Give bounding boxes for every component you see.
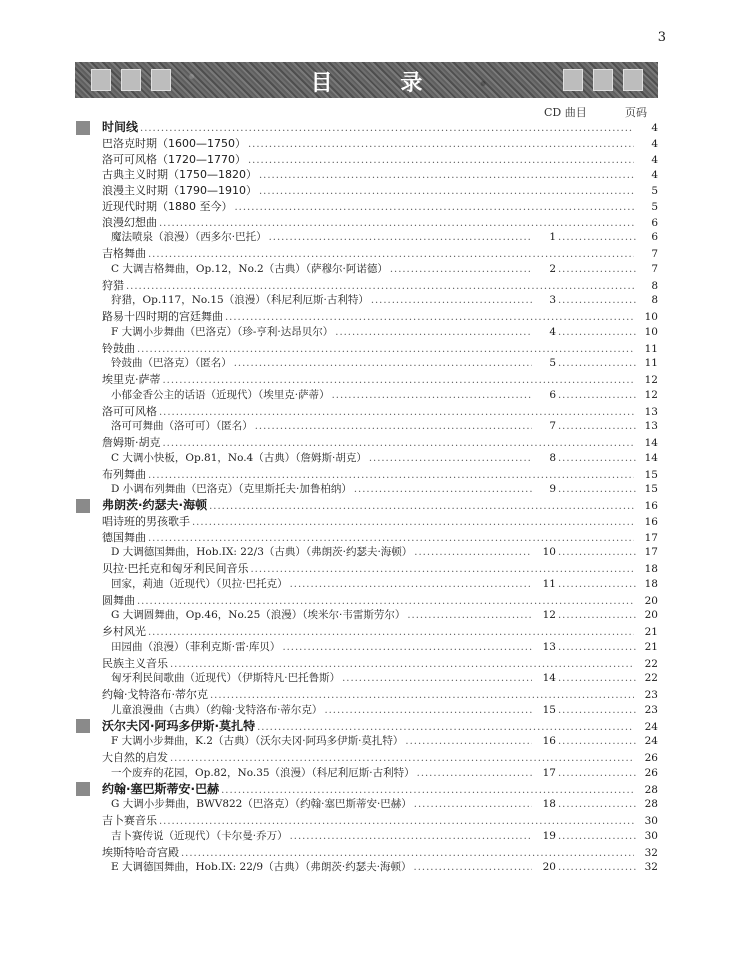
cd-track-number: 15 bbox=[542, 703, 556, 716]
page-ref: 21 bbox=[644, 640, 658, 653]
toc-entry-piece[interactable] bbox=[76, 545, 658, 561]
leader-dots bbox=[192, 515, 634, 531]
toc-entry-title: 一个废弃的花园，Op.82，No.35（浪漫）（科尼利厄斯·古利特） bbox=[111, 766, 415, 779]
leader-dots bbox=[417, 766, 532, 782]
leader-dots bbox=[209, 499, 634, 515]
toc-entry-title: 洛可可风格 bbox=[102, 404, 157, 418]
toc-entry-title: 弗朗茨·约瑟夫·海顿 bbox=[102, 498, 208, 512]
toc-entry-title: 田园曲（浪漫）（菲利克斯·雷·库贝） bbox=[111, 640, 281, 653]
cd-track-number: 18 bbox=[542, 798, 556, 811]
leader-dots bbox=[257, 720, 634, 736]
leader-dots bbox=[558, 766, 636, 782]
page-ref: 18 bbox=[644, 577, 658, 590]
toc-entry-title: F 大调小步舞曲（巴洛克）（珍-亨利·达昂贝尔） bbox=[111, 325, 334, 338]
leader-dots bbox=[558, 262, 636, 278]
toc-title-banner bbox=[75, 62, 658, 98]
toc-entry-sect[interactable] bbox=[76, 199, 658, 215]
cd-track-number: 11 bbox=[542, 577, 556, 590]
toc-entry-piece[interactable] bbox=[76, 797, 658, 813]
page-ref: 30 bbox=[644, 829, 658, 842]
toc-entry-piece[interactable] bbox=[76, 671, 658, 687]
part-marker-square bbox=[76, 499, 90, 513]
page-ref: 26 bbox=[644, 766, 658, 779]
page-ref: 6 bbox=[651, 231, 658, 244]
toc-entry-sect[interactable] bbox=[76, 278, 658, 294]
page-ref: 24 bbox=[644, 735, 658, 748]
toc-entry-title: 詹姆斯·胡克 bbox=[102, 436, 161, 449]
cd-track-number: 20 bbox=[542, 861, 556, 874]
cd-track-number: 13 bbox=[542, 640, 556, 653]
toc-entry-piece[interactable] bbox=[76, 325, 658, 341]
toc-entry-title: 狩猎，Op.117，No.15（浪漫）（科尼利厄斯·古利特） bbox=[111, 294, 369, 307]
toc-entry-title: 洛可可舞曲（洛可可）（匿名） bbox=[111, 420, 253, 433]
page-ref: 23 bbox=[644, 689, 658, 701]
page-ref: 16 bbox=[644, 500, 658, 512]
cd-track-number: 14 bbox=[542, 672, 556, 685]
leader-dots bbox=[414, 860, 532, 876]
toc-entry-title: F 大调小步舞曲，K.2（古典）（沃尔夫冈·阿玛多伊斯·莫扎特） bbox=[111, 735, 404, 748]
leader-dots bbox=[170, 657, 634, 673]
toc-entry-title: E 大调德国舞曲，Hob.IX: 22/9（古典）（弗朗茨·约瑟夫·海顿） bbox=[111, 861, 412, 874]
toc-entry-sect[interactable] bbox=[76, 813, 658, 829]
toc-entry-sect[interactable] bbox=[76, 246, 658, 262]
leader-dots bbox=[290, 829, 532, 845]
toc-entry-sect[interactable] bbox=[76, 687, 658, 703]
page-ref: 18 bbox=[644, 563, 658, 575]
leader-dots bbox=[248, 153, 634, 169]
cd-column-header: CD 曲目 bbox=[544, 106, 587, 119]
toc-entry-piece[interactable] bbox=[76, 388, 658, 404]
leader-dots bbox=[558, 608, 636, 624]
leader-dots bbox=[148, 468, 634, 484]
toc-entry-piece[interactable] bbox=[76, 829, 658, 845]
leader-dots bbox=[210, 688, 634, 704]
leader-dots bbox=[390, 262, 532, 278]
leader-dots bbox=[148, 531, 634, 547]
leader-dots bbox=[170, 751, 634, 767]
toc-entry-title: 时间线 bbox=[102, 120, 139, 134]
leader-dots bbox=[248, 137, 634, 153]
toc-entry-title: 吉卜赛传说（近现代）（卡尔曼·乔万） bbox=[111, 829, 288, 842]
leader-dots bbox=[558, 671, 636, 687]
leader-dots bbox=[251, 562, 635, 578]
page-ref: 20 bbox=[644, 594, 658, 607]
toc-entry-piece[interactable] bbox=[76, 766, 658, 782]
leader-dots bbox=[414, 545, 532, 561]
cd-track-number: 1 bbox=[549, 231, 556, 244]
page-column-header: 页码 bbox=[625, 106, 647, 119]
leader-dots bbox=[558, 419, 636, 435]
leader-dots bbox=[558, 545, 636, 561]
toc-entry-title: C 大调吉格舞曲，Op.12，No.2（古典）（萨穆尔·阿诺德） bbox=[111, 262, 388, 275]
toc-entry-piece[interactable] bbox=[76, 451, 658, 467]
toc-entry-piece[interactable] bbox=[76, 608, 658, 624]
page-ref: 12 bbox=[644, 374, 658, 386]
cd-track-number: 7 bbox=[549, 420, 556, 433]
part-marker-square bbox=[76, 719, 90, 733]
toc-entry-piece[interactable] bbox=[76, 577, 658, 593]
leader-dots bbox=[371, 293, 532, 309]
page-ref: 15 bbox=[644, 468, 658, 481]
toc-entry-sect[interactable] bbox=[76, 593, 658, 609]
page-ref: 4 bbox=[651, 153, 658, 166]
toc-entry-title: 浪漫幻想曲 bbox=[102, 215, 157, 229]
page-ref: 10 bbox=[644, 325, 658, 338]
toc-entry-title: 儿童浪漫曲（古典）（约翰·戈特洛布·蒂尔克） bbox=[111, 703, 323, 716]
leader-dots bbox=[558, 640, 636, 656]
toc-entry-title: 古典主义时期（1750—1820） bbox=[102, 168, 257, 182]
cd-track-number: 9 bbox=[549, 483, 556, 496]
toc-entry-title: 狩猎 bbox=[102, 278, 124, 292]
page-ref: 28 bbox=[644, 783, 658, 796]
toc-entry-part[interactable] bbox=[76, 782, 658, 798]
leader-dots bbox=[137, 342, 634, 358]
page-ref: 12 bbox=[644, 388, 658, 401]
page-ref: 20 bbox=[644, 609, 658, 622]
page-ref: 26 bbox=[644, 752, 658, 764]
page-number: 3 bbox=[657, 30, 666, 45]
page-ref: 6 bbox=[651, 216, 658, 229]
leader-dots bbox=[405, 734, 532, 750]
page-ref: 5 bbox=[651, 200, 658, 213]
leader-dots bbox=[558, 860, 636, 876]
cd-track-number: 17 bbox=[542, 766, 556, 779]
page-ref: 8 bbox=[651, 294, 658, 307]
toc-entry-title: C 大调小快板，Op.81，No.4（古典）（詹姆斯·胡克） bbox=[111, 451, 367, 464]
toc-entry-title: G 大调圆舞曲，Op.46，No.25（浪漫）（埃米尔·韦雷斯劳尔） bbox=[111, 609, 406, 622]
page-ref: 17 bbox=[644, 531, 658, 544]
part-marker-square bbox=[76, 121, 90, 135]
leader-dots bbox=[290, 577, 532, 593]
leader-dots bbox=[558, 829, 636, 845]
toc-entry-title: 回家，莉迪（近现代）（贝拉·巴托克） bbox=[111, 577, 288, 590]
toc-entry-title: 圆舞曲 bbox=[102, 593, 135, 607]
toc-entry-part[interactable] bbox=[76, 719, 658, 735]
toc-entry-title: 埃斯特哈奇宫殿 bbox=[102, 845, 179, 859]
toc-entry-title: 贝拉·巴托克和匈牙利民间音乐 bbox=[102, 562, 249, 575]
toc-entry-title: 铃鼓曲（巴洛克）（匿名） bbox=[111, 357, 232, 370]
leader-dots bbox=[558, 482, 636, 498]
toc-entry-title: 埃里克·萨蒂 bbox=[102, 373, 161, 386]
page-ref: 11 bbox=[644, 342, 658, 355]
leader-dots bbox=[126, 279, 634, 295]
toc-entry-title: 路易十四时期的宫廷舞曲 bbox=[102, 310, 223, 323]
page-ref: 28 bbox=[644, 798, 658, 811]
leader-dots bbox=[324, 703, 532, 719]
leader-dots bbox=[332, 388, 532, 404]
leader-dots bbox=[558, 325, 636, 341]
cd-track-number: 19 bbox=[542, 829, 556, 842]
page-ref: 32 bbox=[644, 846, 658, 859]
leader-dots bbox=[558, 577, 636, 593]
toc-entry-title: 唱诗班的男孩歌手 bbox=[102, 514, 190, 528]
toc-entry-sect[interactable] bbox=[76, 561, 658, 577]
leader-dots bbox=[225, 310, 634, 326]
leader-dots bbox=[335, 325, 532, 341]
toc-entry-piece[interactable] bbox=[76, 482, 658, 498]
leader-dots bbox=[234, 356, 532, 372]
toc-entry-title: 巴洛克时期（1600—1750） bbox=[102, 136, 246, 150]
page-ref: 10 bbox=[644, 311, 658, 323]
cd-track-number: 16 bbox=[542, 735, 556, 748]
page-ref: 24 bbox=[644, 720, 658, 733]
toc-entry-piece[interactable] bbox=[76, 703, 658, 719]
toc-entry-title: 小郁金香公主的话语（近现代）（埃里克·萨蒂） bbox=[111, 388, 330, 401]
leader-dots bbox=[558, 734, 636, 750]
toc-entry-piece[interactable] bbox=[76, 293, 658, 309]
toc-entry-sect[interactable] bbox=[76, 404, 658, 420]
leader-dots bbox=[558, 230, 636, 246]
cd-track-number: 5 bbox=[549, 357, 556, 370]
toc-entry-piece[interactable] bbox=[76, 356, 658, 372]
page-ref: 8 bbox=[651, 279, 658, 292]
page-ref: 14 bbox=[644, 437, 658, 449]
leader-dots bbox=[558, 388, 636, 404]
page-ref: 13 bbox=[644, 405, 658, 418]
toc-entry-title: D 大调德国舞曲，Hob.IX: 22/3（古典）（弗朗茨·约瑟夫·海顿） bbox=[111, 546, 413, 559]
toc-entry-title: D 小调布列舞曲（巴洛克）（克里斯托夫·加鲁柏纳） bbox=[111, 483, 352, 496]
toc-entry-sect[interactable] bbox=[76, 341, 658, 357]
part-marker-square bbox=[76, 782, 90, 796]
toc-entry-piece[interactable] bbox=[76, 860, 658, 876]
leader-dots bbox=[140, 121, 634, 137]
leader-dots bbox=[558, 451, 636, 467]
toc-entry-sect[interactable] bbox=[76, 845, 658, 861]
toc-entry-title: 大自然的启发 bbox=[102, 751, 168, 764]
leader-dots bbox=[159, 216, 634, 232]
toc-entry-title: 吉格舞曲 bbox=[102, 247, 146, 260]
toc-entry-title: 铃鼓曲 bbox=[102, 341, 135, 355]
leader-dots bbox=[221, 783, 634, 799]
leader-dots bbox=[407, 608, 532, 624]
leader-dots bbox=[558, 703, 636, 719]
toc-entry-title: 沃尔夫冈·阿玛多伊斯·莫扎特 bbox=[102, 718, 256, 733]
table-of-contents bbox=[76, 120, 658, 876]
toc-entry-title: 魔法喷泉（浪漫）（西多尔·巴托） bbox=[111, 231, 267, 244]
toc-entry-title: 吉卜赛音乐 bbox=[102, 814, 157, 827]
page-ref: 4 bbox=[651, 169, 658, 182]
toc-entry-title: 乡村风光 bbox=[102, 625, 146, 638]
toc-entry-piece[interactable] bbox=[76, 419, 658, 435]
toc-entry-title: 近现代时期（1880 至今） bbox=[102, 199, 233, 213]
page-ref: 13 bbox=[644, 420, 658, 433]
toc-entry-title: 约翰·塞巴斯蒂安·巴赫 bbox=[102, 781, 220, 796]
page-ref: 32 bbox=[644, 861, 658, 874]
cd-track-number: 8 bbox=[549, 451, 556, 464]
cd-track-number: 4 bbox=[549, 325, 556, 338]
toc-entry-sect[interactable] bbox=[76, 372, 658, 388]
page-ref: 15 bbox=[644, 483, 658, 496]
toc-entry-sect[interactable] bbox=[76, 624, 658, 640]
page-ref: 22 bbox=[644, 657, 658, 670]
toc-entry-sect[interactable] bbox=[76, 152, 658, 168]
cd-track-number: 10 bbox=[542, 546, 556, 559]
page-ref: 7 bbox=[651, 248, 658, 260]
leader-dots bbox=[148, 625, 634, 641]
leader-dots bbox=[354, 482, 532, 498]
toc-entry-sect[interactable] bbox=[76, 435, 658, 451]
leader-dots bbox=[255, 419, 532, 435]
toc-entry-sect[interactable] bbox=[76, 167, 658, 183]
toc-entry-title: G 大调小步舞曲，BWV822（巴洛克）（约翰·塞巴斯蒂安·巴赫） bbox=[111, 798, 412, 811]
toc-entry-piece[interactable] bbox=[76, 262, 658, 278]
page-ref: 17 bbox=[644, 546, 658, 559]
cd-track-number: 3 bbox=[549, 294, 556, 307]
page-ref: 21 bbox=[644, 626, 658, 638]
page-ref: 16 bbox=[644, 515, 658, 528]
toc-entry-title: 洛可可风格（1720—1770） bbox=[102, 152, 246, 166]
page-ref: 7 bbox=[651, 262, 658, 275]
toc-entry-sect[interactable] bbox=[76, 656, 658, 672]
toc-entry-sect[interactable] bbox=[76, 215, 658, 231]
leader-dots bbox=[369, 451, 532, 467]
toc-entry-sect[interactable] bbox=[76, 530, 658, 546]
leader-dots bbox=[159, 405, 634, 421]
leader-dots bbox=[163, 436, 635, 452]
leader-dots bbox=[342, 671, 532, 687]
toc-entry-title: 布列舞曲 bbox=[102, 467, 146, 481]
toc-entry-sect[interactable] bbox=[76, 183, 658, 199]
leader-dots bbox=[181, 846, 634, 862]
toc-entry-title: 民族主义音乐 bbox=[102, 656, 168, 670]
leader-dots bbox=[148, 247, 634, 263]
cd-track-number: 6 bbox=[549, 388, 556, 401]
toc-entry-title: 浪漫主义时期（1790—1910） bbox=[102, 184, 257, 197]
page-ref: 22 bbox=[644, 672, 658, 685]
leader-dots bbox=[414, 797, 532, 813]
page-ref: 30 bbox=[644, 815, 658, 827]
leader-dots bbox=[137, 594, 634, 610]
toc-title: 目 录 bbox=[310, 71, 453, 96]
toc-entry-sect[interactable] bbox=[76, 514, 658, 530]
toc-entry-sect[interactable] bbox=[76, 750, 658, 766]
toc-entry-piece[interactable] bbox=[76, 640, 658, 656]
page-ref: 11 bbox=[644, 357, 658, 370]
toc-entry-title: 德国舞曲 bbox=[102, 530, 146, 544]
toc-entry-sect[interactable] bbox=[76, 467, 658, 483]
cd-track-number: 2 bbox=[549, 262, 556, 275]
leader-dots bbox=[558, 797, 636, 813]
leader-dots bbox=[269, 230, 532, 246]
leader-dots bbox=[282, 640, 532, 656]
page-ref: 5 bbox=[651, 185, 658, 197]
leader-dots bbox=[558, 356, 636, 372]
page-ref: 4 bbox=[651, 137, 658, 150]
leader-dots bbox=[235, 200, 635, 216]
page-ref: 23 bbox=[644, 703, 658, 716]
leader-dots bbox=[558, 293, 636, 309]
toc-entry-title: 约翰·戈特洛布·蒂尔克 bbox=[102, 688, 208, 701]
toc-entry-title: 匈牙利民间歌曲（近现代）（伊斯特凡·巴托鲁斯） bbox=[111, 672, 341, 685]
page-ref: 14 bbox=[644, 451, 658, 464]
leader-dots bbox=[163, 373, 635, 389]
toc-entry-sect[interactable] bbox=[76, 309, 658, 325]
leader-dots bbox=[259, 184, 634, 200]
toc-entry-part[interactable] bbox=[76, 120, 658, 136]
page-ref: 4 bbox=[651, 122, 658, 134]
leader-dots bbox=[159, 814, 634, 830]
toc-entry-part[interactable] bbox=[76, 498, 658, 514]
toc-entry-piece[interactable] bbox=[76, 734, 658, 750]
leader-dots bbox=[259, 168, 634, 184]
toc-entry-sect[interactable] bbox=[76, 136, 658, 152]
cd-track-number: 12 bbox=[542, 609, 556, 622]
toc-entry-piece[interactable] bbox=[76, 230, 658, 246]
